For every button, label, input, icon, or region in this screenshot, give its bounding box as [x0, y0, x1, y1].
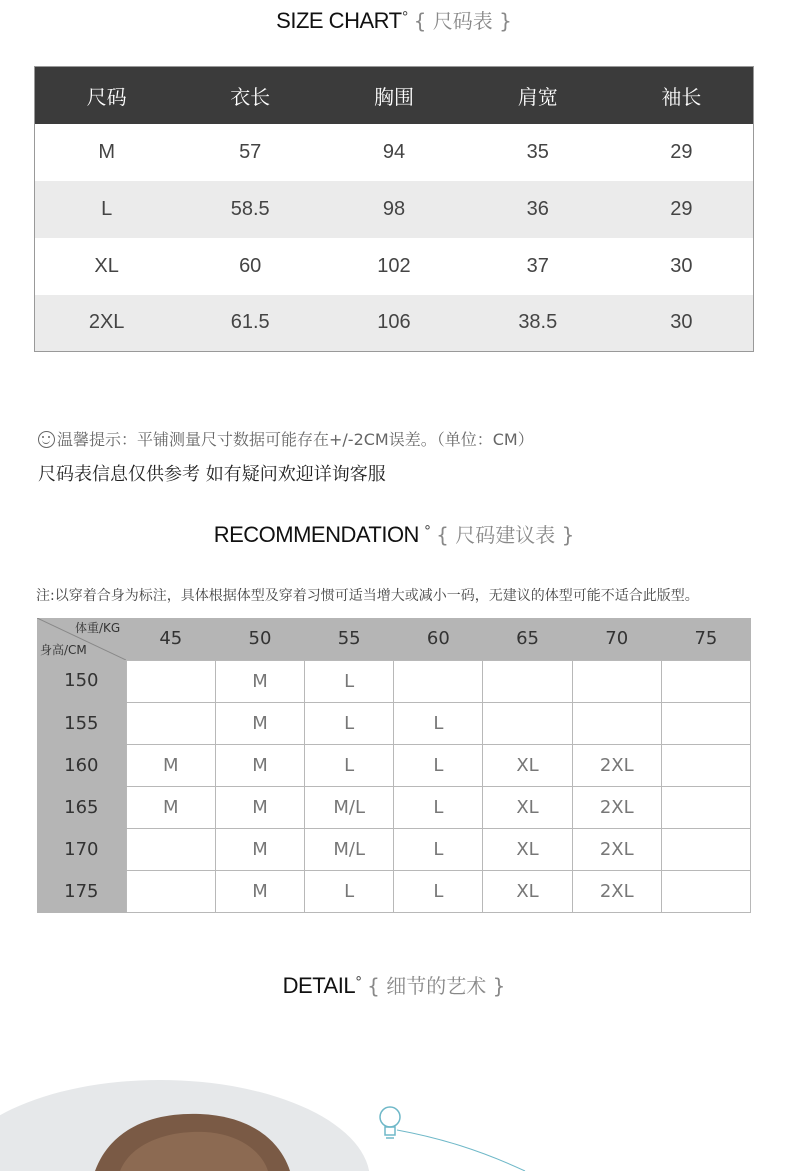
recommendation-table	[37, 618, 751, 913]
recommendation-row	[37, 870, 751, 912]
size-cell: 30	[610, 295, 754, 352]
recommendation-note: 注:以穿着合身为标注，具体根据体型及穿着习惯可适当增大或减小一码，无建议的体型可能不适合此版型。	[36, 588, 699, 604]
size-chart-title	[0, 5, 788, 34]
size-row	[35, 295, 754, 352]
recommendation-cell	[661, 702, 750, 744]
size-cell: 29	[670, 140, 693, 163]
recommendation-cell: L	[394, 702, 483, 744]
recommendation-cell	[572, 702, 661, 744]
recommendation-cell	[661, 828, 750, 870]
recommendation-cell: M	[126, 744, 215, 786]
size-header-cell: 袖长	[610, 67, 754, 124]
recommendation-cell: M	[215, 744, 304, 786]
size-cell: 29	[610, 181, 754, 238]
recommendation-cell: L	[394, 828, 483, 870]
recommendation-row	[37, 660, 751, 702]
size-cell: 38.5	[466, 295, 610, 352]
size-cell: 36	[466, 181, 610, 238]
recommendation-cell	[126, 828, 215, 870]
size-row	[35, 124, 754, 181]
detail-degree: °	[355, 974, 363, 991]
height-header-cell: 170	[37, 828, 126, 870]
weight-header-cell: 55	[305, 618, 394, 660]
weight-header-cell: 70	[572, 618, 661, 660]
size-row	[35, 181, 754, 238]
recommendation-cell: L	[394, 786, 483, 828]
recommendation-cell: M	[215, 702, 304, 744]
lightbulb-icon	[380, 1107, 400, 1138]
height-header-cell: 165	[37, 786, 126, 828]
recommendation-cell	[483, 702, 572, 744]
recommendation-cell: 2XL	[572, 870, 661, 912]
weight-header-cell: 60	[394, 618, 483, 660]
recommendation-cell: 2XL	[572, 744, 661, 786]
size-cell: XL	[94, 254, 119, 277]
size-cell: 2XL	[35, 295, 179, 352]
weight-header-cell: 75	[661, 618, 750, 660]
recommendation-cell: M	[126, 786, 215, 828]
size-cell: 30	[670, 254, 693, 277]
detail-title-cn: { 细节的艺术 }	[367, 974, 506, 998]
recommendation-row	[37, 828, 751, 870]
recommendation-cell	[126, 870, 215, 912]
height-header-cell: 175	[37, 870, 126, 912]
recommendation-title-cn: { 尺码建议表 }	[436, 523, 575, 547]
reference-info: 尺码表信息仅供参考 如有疑问欢迎详询客服	[38, 464, 386, 485]
weight-header-cell: 65	[483, 618, 572, 660]
measurement-tip-text: 温馨提示：平铺测量尺寸数据可能存在+/-2CM误差。（单位：CM）	[57, 430, 534, 449]
recommendation-cell: L	[394, 870, 483, 912]
height-header-cell: 160	[37, 744, 126, 786]
recommendation-cell: M/L	[305, 828, 394, 870]
size-row	[35, 238, 754, 295]
weight-header-cell: 50	[215, 618, 304, 660]
recommendation-cell: M	[215, 870, 304, 912]
size-cell: 98	[322, 181, 466, 238]
size-cell: 94	[382, 140, 406, 163]
detail-title	[0, 970, 788, 999]
corner-height-label: 身高/CM	[40, 643, 87, 657]
recommendation-cell	[661, 786, 750, 828]
size-header-cell: 尺码	[35, 67, 179, 124]
size-header-cell: 肩宽	[466, 67, 610, 124]
recommendation-cell: 2XL	[572, 786, 661, 828]
size-cell: 102	[377, 254, 411, 277]
size-header-cell: 胸围	[322, 67, 466, 124]
recommendation-title-en: RECOMMENDATION	[213, 522, 419, 547]
recommendation-cell	[126, 660, 215, 702]
recommendation-row	[37, 702, 751, 744]
recommendation-cell: M/L	[305, 786, 394, 828]
recommendation-cell	[661, 660, 750, 702]
recommendation-cell: L	[305, 870, 394, 912]
recommendation-row	[37, 744, 751, 786]
recommendation-cell	[126, 702, 215, 744]
recommendation-row	[37, 786, 751, 828]
corner-weight-label: 体重/KG	[74, 621, 121, 635]
table-corner-header	[37, 618, 126, 660]
size-cell: 35	[526, 140, 549, 163]
recommendation-cell	[661, 870, 750, 912]
recommendation-cell: 2XL	[572, 828, 661, 870]
size-header-cell: 衣长	[178, 67, 322, 124]
recommendation-cell: L	[394, 744, 483, 786]
recommendation-header-row	[37, 618, 751, 660]
weight-header-cell: 45	[126, 618, 215, 660]
recommendation-cell: M	[215, 828, 304, 870]
size-cell: 58.5	[178, 181, 322, 238]
recommendation-cell: XL	[483, 828, 572, 870]
recommendation-cell	[483, 660, 572, 702]
height-header-cell: 150	[37, 660, 126, 702]
size-cell: L	[35, 181, 179, 238]
recommendation-cell: L	[305, 702, 394, 744]
recommendation-cell: XL	[483, 870, 572, 912]
recommendation-cell: M	[215, 786, 304, 828]
measurement-tip	[38, 427, 534, 450]
recommendation-cell: XL	[483, 786, 572, 828]
recommendation-title	[0, 519, 788, 548]
recommendation-cell	[572, 660, 661, 702]
size-chart-degree: °	[401, 9, 409, 26]
recommendation-cell: M	[215, 660, 304, 702]
detail-title-en: DETAIL	[282, 973, 356, 998]
detail-photo	[0, 1060, 788, 1171]
recommendation-cell	[394, 660, 483, 702]
height-header-cell: 155	[37, 702, 126, 744]
recommendation-cell: L	[305, 744, 394, 786]
size-chart-header-row	[35, 67, 754, 124]
size-cell: 57	[239, 140, 262, 163]
size-cell: 61.5	[178, 295, 322, 352]
size-chart-title-cn: { 尺码表 }	[413, 9, 512, 33]
recommendation-cell	[661, 744, 750, 786]
pointer-line	[397, 1130, 525, 1171]
size-cell: 37	[526, 254, 549, 277]
size-cell: M	[98, 140, 115, 163]
size-chart-table	[34, 66, 754, 352]
recommendation-cell: XL	[483, 744, 572, 786]
recommendation-degree: °	[424, 523, 432, 540]
size-chart-title-en: SIZE CHART	[276, 8, 402, 33]
size-cell: 60	[239, 254, 262, 277]
size-cell: 106	[322, 295, 466, 352]
smiley-icon	[38, 431, 55, 448]
recommendation-cell: L	[305, 660, 394, 702]
